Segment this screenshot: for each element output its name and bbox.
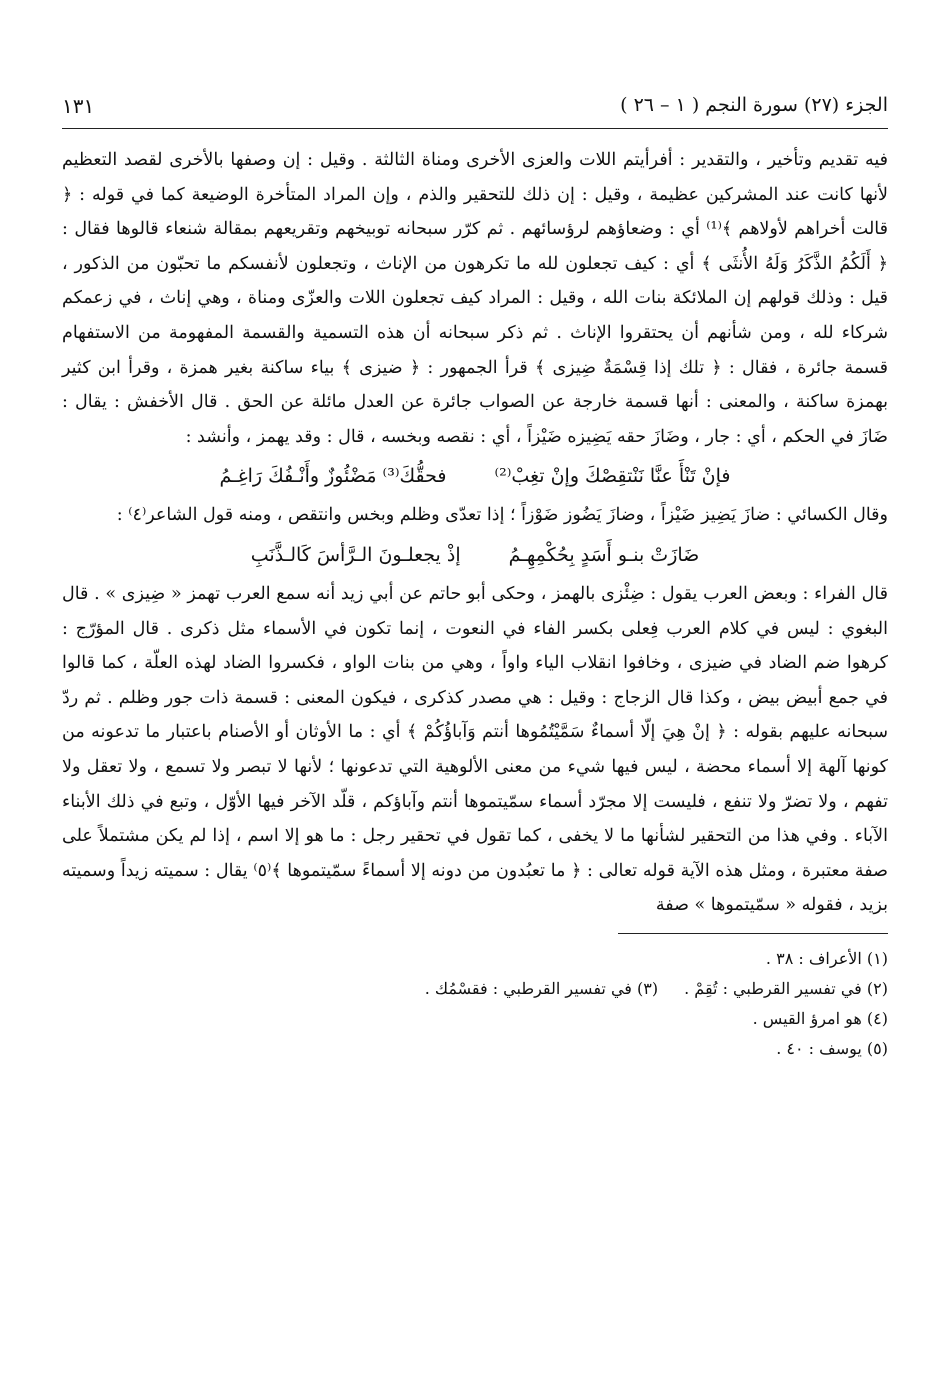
footnote-row-2-3 xyxy=(62,974,888,1004)
poetry-verse-2 xyxy=(62,535,888,575)
verse-2-second-hemistich: إذْ يجعلـونَ الـرَّأسَ كَالـذَّنَبِ xyxy=(250,543,461,566)
verse-2-first-hemistich: ضَازَتْ بنـو أَسَدٍ بِحُكْمِهِـمُ xyxy=(508,543,700,566)
book-page xyxy=(62,88,888,1064)
running-header xyxy=(62,88,888,129)
footnotes xyxy=(62,944,888,1064)
paragraph-2: وقال الكسائي : ضازَ يَضِيز ضَيْزاً ، وضازَ يَضُوز ضَوْزاً ؛ إذا تعدّى وظلم وبخس وانتقص ، ومنه قول الشاعر⁽٤⁾ : xyxy=(116,505,888,526)
page-number: ١٣١ xyxy=(62,94,95,118)
footnote-divider xyxy=(618,933,888,934)
footnote-5: (٥) يوسف : ٤٠ . xyxy=(776,1038,888,1058)
footnote-3: (٣) في تفسير القرطبي : فقسْمُك . xyxy=(424,978,659,998)
header-title: الجزء (٢٧) سورة النجم ( ١ – ٢٦ ) xyxy=(620,94,888,116)
paragraph-3: قال الفراء : وبعض العرب يقول : ضِئْزى بالهمز ، وحكى أبو حاتم عن أبي زيد أنه سمع العرب تهمز « ضِيزى » . قال البغوي : ليس في كلام العرب فِعلى بكسر الفاء في النعوت ، إنما تكون في الأسماء مثل ذكرى . قال المؤرّج : كرهوا ضم الضاد في ضيزى ، وخافوا انقلاب الياء واواً ، وهي من بنات الواو ، فكسروا الضاد لهذه العلّة ، كما قالوا في جمع أبيض بيض ، وكذا قال الزجاج : وقيل : هي مصدر كذكرى ، فيكون المعنى : قسمة ذات جور وظلم . ثم ردّ سبحانه عليهم بقوله : ﴿ إنْ هِيَ إلّا أسماءٌ سَمَّيْتُمُوها أنتم وَآباؤُكُمْ ﴾ أي : ما الأوثان أو الأصنام باعتبار ما تدعونه من كونها آلهة إلا أسماء محضة ، ليس فيها شيء من معنى الألوهية التي تدعونها ؛ لأنها لا تبصر ولا تسمع ، ولا تعقل ولا تفهم ، ولا تضرّ ولا تنفع ، فليست إلا مجرّد أسماء سمّيتموها أنتم وآباؤكم ، قلّد الآخر فيها الأوّل ، وتبع في ذلك الأبناء الآباء . وفي هذا من التحقير لشأنها ما لا يخفى ، كما تقول في تحقير رجل : ما هو إلا اسم ، إذا لم يكن مشتملاً على صفة معتبرة ، ومثل هذه الآية قوله تعالى : ﴿ ما تعبُدون من دونه إلا أسماءً سمّيتموها ﴾⁽٥⁾ يقال : سميته زيداً وسميته بزيد ، فقوله « سمّيتموها » صفة xyxy=(62,583,888,916)
verse-1-second-hemistich: فحقُّكَ⁽³⁾ مَضْئُوزٌ وأَنْـفُكَ رَاغِـمُ xyxy=(219,465,447,488)
main-text xyxy=(62,143,888,923)
paragraph-1: فيه تقديم وتأخير ، والتقدير : أفرأيتم اللات والعزى الأخرى ومناة الثالثة . وقيل : إن وصفها بالأخرى لقصد التعظيم لأنها كانت عند المشركين عظيمة ، وقيل : إن ذلك للتحقير والذم ، وإن المراد المتأخرة الوضيعة كما في قوله : ﴿ قالت أخراهم لأولاهم ﴾⁽¹⁾ أي : وضعاؤهم لرؤسائهم . ثم كرّر سبحانه توبيخهم وتقريعهم بمقالة شنعاء قالوها فقال : ﴿ أَلَكُمُ الذَّكَرُ وَلَهُ الأُنثَى ﴾ أي : كيف تجعلون لله ما تكرهون من الإناث ، وتجعلون لأنفسكم ما تحبّون من الذكور ، قيل : وذلك قولهم إن الملائكة بنات الله ، وقيل : المراد كيف تجعلون اللات والعزّى ومناة ، وهي إناث ، في زعمكم شركاء لله ، ومن شأنهم أن يحتقروا الإناث . ثم ذكر سبحانه أن هذه التسمية والقسمة المفهومة من الاستفهام قسمة جائرة ، فقال : ﴿ تلك إذا قِسْمَةٌ ضِيزى ﴾ قرأ الجمهور : ﴿ ضيزى ﴾ بياء ساكنة بغير همزة ، وقرأ ابن كثير بهمزة ساكنة ، والمعنى : أنها قسمة خارجة عن الصواب جائرة عن العدل مائلة عن الحق . قال الأخفش : يقال : ضَازَ في الحكم ، أي : جار ، وضَازَ حقه يَضِيزه ضَيْزاً ، أي : نقصه وبخسه ، قال : وقد يهمز ، وأنشد : xyxy=(62,150,888,447)
verse-1-first-hemistich: فإنْ تَنْأَ عنَّا نَنْتقِصْكَ وإنْ تغِبْ⁽²⁾ xyxy=(494,465,731,488)
footnote-2: (٢) في تفسير القرطبي : تُقِمْ . xyxy=(684,978,888,998)
footnote-1: (١) الأعراف : ٣٨ . xyxy=(765,948,888,968)
footnote-4: (٤) هو امرؤ القيس . xyxy=(752,1008,888,1028)
poetry-verse-1 xyxy=(62,456,888,496)
